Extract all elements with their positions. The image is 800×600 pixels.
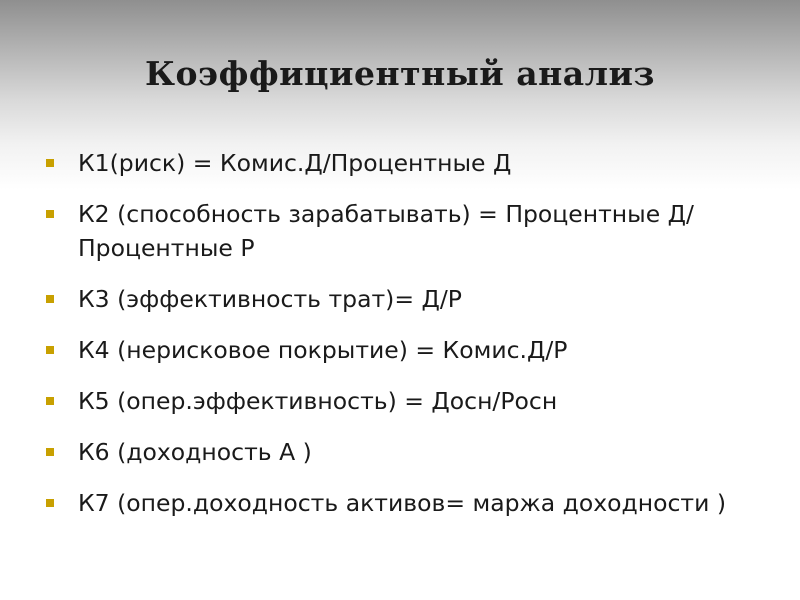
bullet-item-k1 [46, 146, 746, 180]
square-bullet-icon [46, 448, 54, 456]
bullet-text: К5 (опер.эффективность) = Досн/Росн [78, 387, 558, 415]
bullet-item-k5 [46, 384, 746, 418]
bullet-item-k4 [46, 333, 746, 367]
bullet-list [46, 146, 746, 537]
square-bullet-icon [46, 499, 54, 507]
square-bullet-icon [46, 295, 54, 303]
bullet-text: К3 (эффективность трат)= Д/Р [78, 285, 462, 313]
bullet-item-k6 [46, 435, 746, 469]
bullet-item-k3 [46, 282, 746, 316]
square-bullet-icon [46, 346, 54, 354]
square-bullet-icon [46, 397, 54, 405]
bullet-text: К2 (способность зарабатывать) = Процентные Д/Процентные Р [78, 200, 694, 262]
square-bullet-icon [46, 210, 54, 218]
slide-title: Коэффициентный анализ [145, 54, 655, 93]
bullet-text: К1(риск) = Комис.Д/Процентные Д [78, 149, 512, 177]
bullet-item-k2 [46, 197, 746, 265]
bullet-text: К4 (нерисковое покрытие) = Комис.Д/Р [78, 336, 568, 364]
bullet-text: К6 (доходность А ) [78, 438, 312, 466]
bullet-item-k7 [46, 486, 746, 520]
square-bullet-icon [46, 159, 54, 167]
bullet-text: К7 (опер.доходность активов= маржа доходности ) [78, 489, 726, 517]
